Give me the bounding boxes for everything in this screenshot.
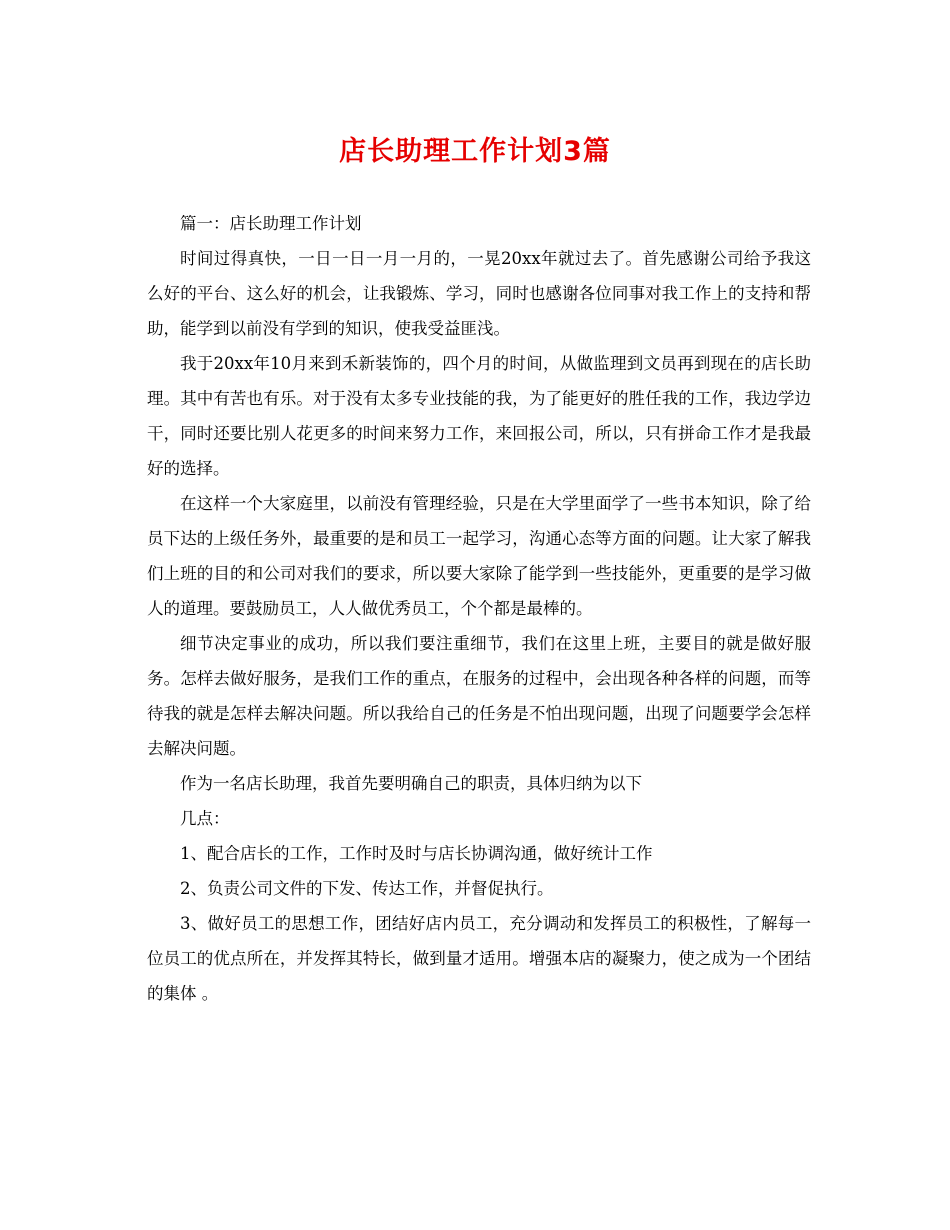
paragraph: 作为一名店长助理，我首先要明确自己的职责，具体归纳为以下 [180, 774, 642, 793]
list-item: 1、配合店长的工作，工作时及时与店长协调沟通，做好统计工作 [180, 844, 653, 863]
paragraph: 时间过得真快，一日一日一月一月的，一晃20xx年就过去了。首先感谢公司给予我这么好的平台、这么好的机会，让我锻炼、学习，同时也感谢各位同事对我工作上的支持和帮助，能学到以前没有学到的知识，使我受益匪浅。 [147, 249, 811, 338]
document-body [147, 206, 811, 1011]
paragraph: 细节决定事业的成功，所以我们要注重细节，我们在这里上班，主要目的就是做好服务。怎样去做好服务，是我们工作的重点，在服务的过程中，会出现各种各样的问题，而等待我的就是怎样去解决问题。所以我给自己的任务是不怕出现问题，出现了问题要学会怎样去解决问题。 [147, 634, 811, 758]
section-heading: 篇一：店长助理工作计划 [180, 214, 362, 233]
list-item: 2、负责公司文件的下发、传达工作，并督促执行。 [180, 879, 554, 898]
paragraph: 我于20xx年10月来到禾新装饰的，四个月的时间，从做监理到文员再到现在的店长助理。其中有苦也有乐。对于没有太多专业技能的我，为了能更好的胜任我的工作，我边学边干，同时还要比别人花更多的时间来努力工作，来回报公司，所以，只有拼命工作才是我最好的选择。 [147, 354, 811, 478]
list-item: 3、做好员工的思想工作，团结好店内员工，充分调动和发挥员工的积极性，了解每一位员工的优点所在，并发挥其特长，做到量才适用。增强本店的凝聚力，使之成为一个团结的集体 。 [147, 914, 811, 1003]
document-title: 店长助理工作计划3篇 [339, 136, 611, 167]
paragraph: 几点： [180, 809, 230, 828]
paragraph: 在这样一个大家庭里，以前没有管理经验，只是在大学里面学了一些书本知识，除了给员下达的上级任务外，最重要的是和员工一起学习，沟通心态等方面的问题。让大家了解我们上班的目的和公司对我们的要求，所以要大家除了能学到一些技能外，更重要的是学习做人的道理。要鼓励员工，人人做优秀员工，个个都是最棒的。 [147, 494, 811, 618]
